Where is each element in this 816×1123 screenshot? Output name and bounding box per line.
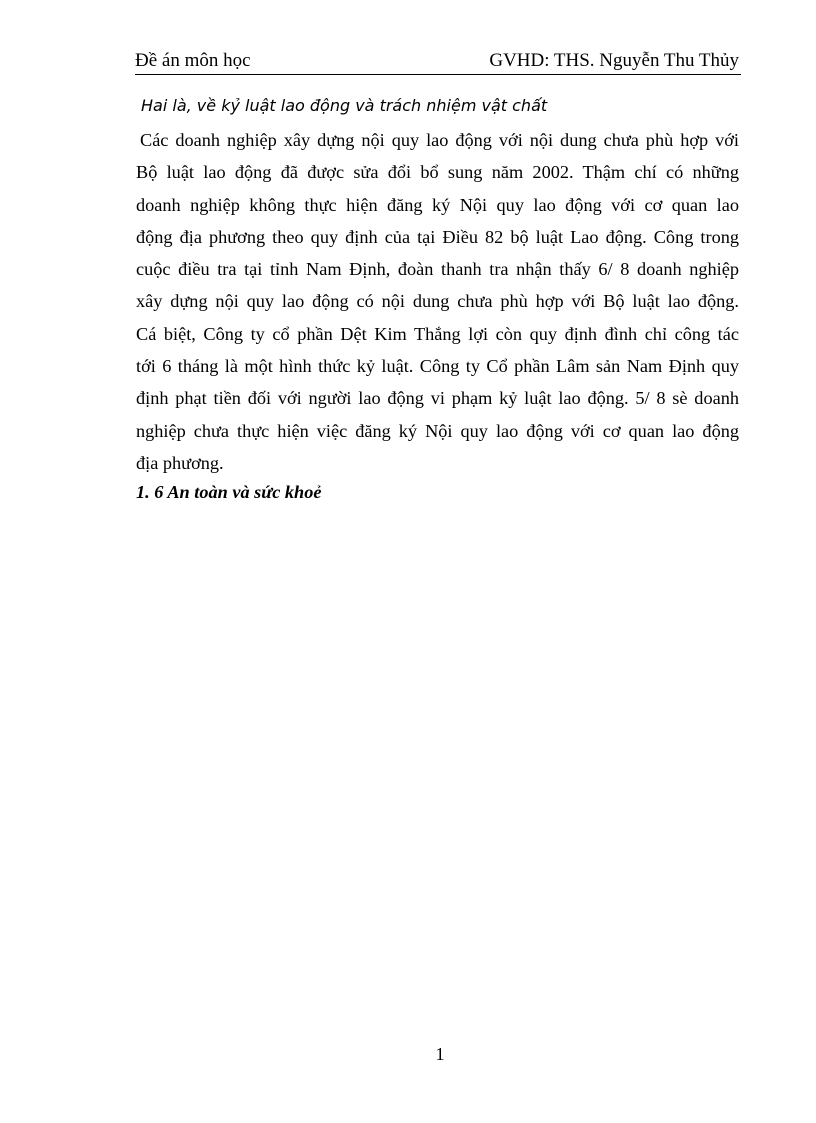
page-number: 1 (435, 1044, 445, 1064)
paragraph-line: doanh nghiệp không thực hiện đăng ký Nội quy lao động với cơ quan lao (136, 194, 739, 215)
paragraph-line: tới 6 tháng là một hình thức kỷ luật. Công ty Cổ phần Lâm sản Nam Định quy (136, 356, 739, 377)
paragraph-line: Các doanh nghiệp xây dựng nội quy lao động với nội dung chưa phù hợp với (140, 130, 739, 150)
header-left-text: Đề án môn học (135, 50, 251, 71)
paragraph-line: định phạt tiền đối với người lao động vi phạm kỷ luật lao động. 5/ 8 sè doanh (136, 388, 739, 409)
paragraph-line: nghiệp chưa thực hiện việc đăng ký Nội quy lao động với cơ quan lao động (136, 420, 739, 441)
paragraph-line: cuộc điều tra tại tỉnh Nam Định, đoàn thanh tra nhận thấy 6/ 8 doanh nghiệp (136, 259, 739, 280)
paragraph-line: Cá biệt, Công ty cổ phần Dệt Kim Thắng lợi còn quy định đình chỉ công tác (136, 323, 739, 344)
subheading: Hai là, về kỷ luật lao động và trách nhiệm vật chất (141, 96, 548, 115)
section-heading: 1. 6 An toàn và sức khoẻ (136, 482, 322, 502)
paragraph-line: Bộ luật lao động đã được sửa đổi bổ sung năm 2002. Thậm chí có những (136, 162, 739, 183)
paragraph-line: động địa phương theo quy định của tại Điều 82 bộ luật Lao động. Công trong (136, 226, 739, 247)
paragraph-line: xây dựng nội quy lao động có nội dung chưa phù hợp với Bộ luật lao động. (136, 291, 739, 312)
body-paragraph (136, 124, 739, 479)
header-right-text: GVHD: THS. Nguyễn Thu Thủy (489, 50, 739, 71)
page-header (135, 50, 741, 75)
paragraph-line: địa phương. (136, 452, 224, 473)
